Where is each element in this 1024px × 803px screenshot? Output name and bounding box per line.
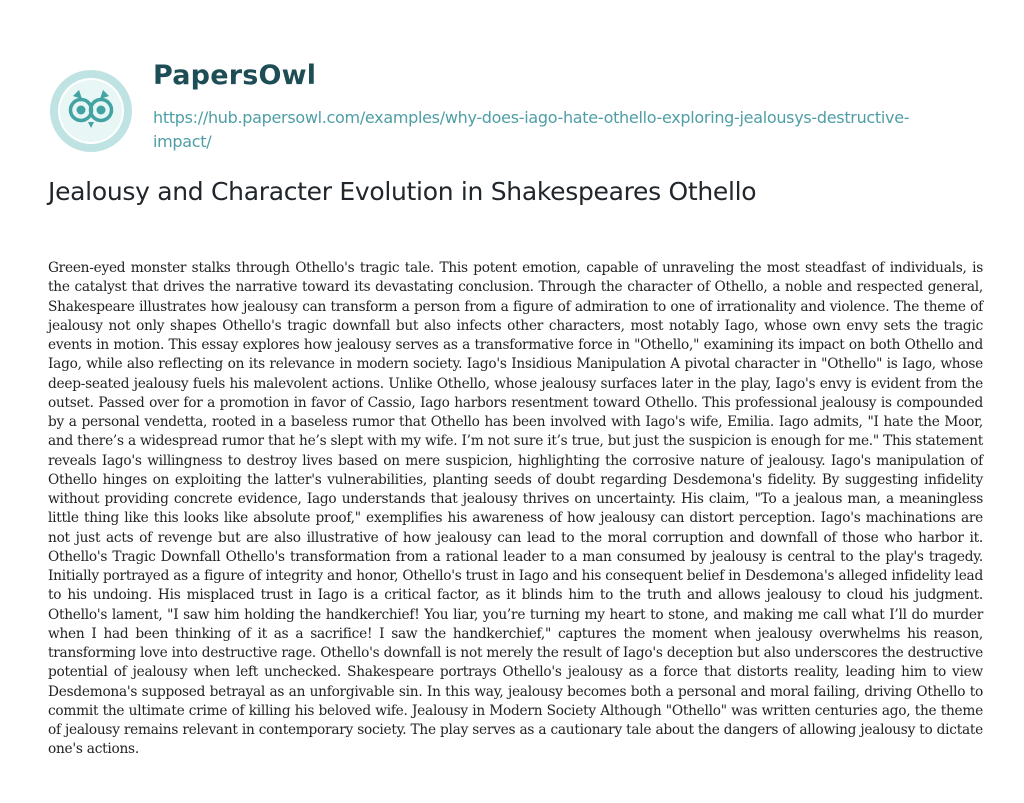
page-title: Jealousy and Character Evolution in Shakespeares Othello xyxy=(48,177,757,206)
source-url-link[interactable]: https://hub.papersowl.com/examples/why-does-iago-hate-othello-exploring-jealousys-destructive-impact/ xyxy=(153,108,910,151)
owl-logo-icon xyxy=(48,68,134,154)
brand-name: PapersOwl xyxy=(153,60,317,91)
essay-body: Green-eyed monster stalks through Othello's tragic tale. This potent emotion, capable of unraveling the most steadfast of individuals, is the catalyst that drives the narrative toward its devastating conclusion. Through the character of Othello, a noble and respected general, Shakespeare illustrates how jealousy can transform a person from a figure of admiration to one of irrationality and violence. The theme of jealousy not only shapes Othello's tragic downfall but also infects other characters, most notably Iago, whose own envy sets the tragic events in motion. This essay explores how jealousy serves as a transformative force in "Othello," examining its impact on both Othello and Iago, while also reflecting on its relevance in modern society. Iago's Insidious Manipulation A pivotal character in "Othello" is Iago, whose deep-seated jealousy fuels his malevolent actions. Unlike Othello, whose jealousy surfaces later in the play, Iago's envy is evident from the outset. Passed over for a promotion in favor of Cassio, Iago harbors resentment toward Othello. This professional jealousy is compounded by a personal vendetta, rooted in a baseless rumor that Othello has been involved with Iago's wife, Emilia. Iago admits, "I hate the Moor, and there’s a widespread rumor that he’s slept with my wife. I’m not sure it’s true, but just the suspicion is enough for me." This statement reveals Iago's willingness to destroy lives based on mere suspicion, highlighting the corrosive nature of jealousy. Iago's manipulation of Othello hinges on exploiting the latter's vulnerabilities, planting seeds of doubt regarding Desdemona's fidelity. By suggesting infidelity without providing concrete evidence, Iago understands that jealousy thrives on uncertainty. His claim, "To a jealous man, a meaningless little thing like this looks like absolute proof," exemplifies his awareness of how jealousy can distort perception. Iago's machinations are not just acts of revenge but are also illustrative of how jealousy can lead to the moral corruption and downfall of those who harbor it. Othello's Tragic Downfall Othello's transformation from a rational leader to a man consumed by jealousy is central to the play's tragedy. Initially portrayed as a figure of integrity and honor, Othello's trust in Iago and his consequent belief in Desdemona's alleged infidelity lead to his undoing. His misplaced trust in Iago is a critical factor, as it blinds him to the truth and allows jealousy to cloud his judgment. Othello's lament, "I saw him holding the handkerchief! You liar, you’re turning my heart to stone, and making me call what I’ll do murder when I had been thinking of it as a sacrifice! I saw the handkerchief," captures the moment when jealousy overwhelms his reason, transforming love into destructive rage. Othello's downfall is not merely the result of Iago's deception but also underscores the destructive potential of jealousy when left unchecked. Shakespeare portrays Othello's jealousy as a force that distorts reality, leading him to view Desdemona's supposed betrayal as an unforgivable sin. In this way, jealousy becomes both a personal and moral failing, driving Othello to commit the ultimate crime of killing his beloved wife. Jealousy in Modern Society Although "Othello" was written centuries ago, the theme of jealousy remains relevant in contemporary society. The play serves as a cautionary tale about the dangers of allowing jealousy to dictate one's actions. xyxy=(48,260,983,758)
